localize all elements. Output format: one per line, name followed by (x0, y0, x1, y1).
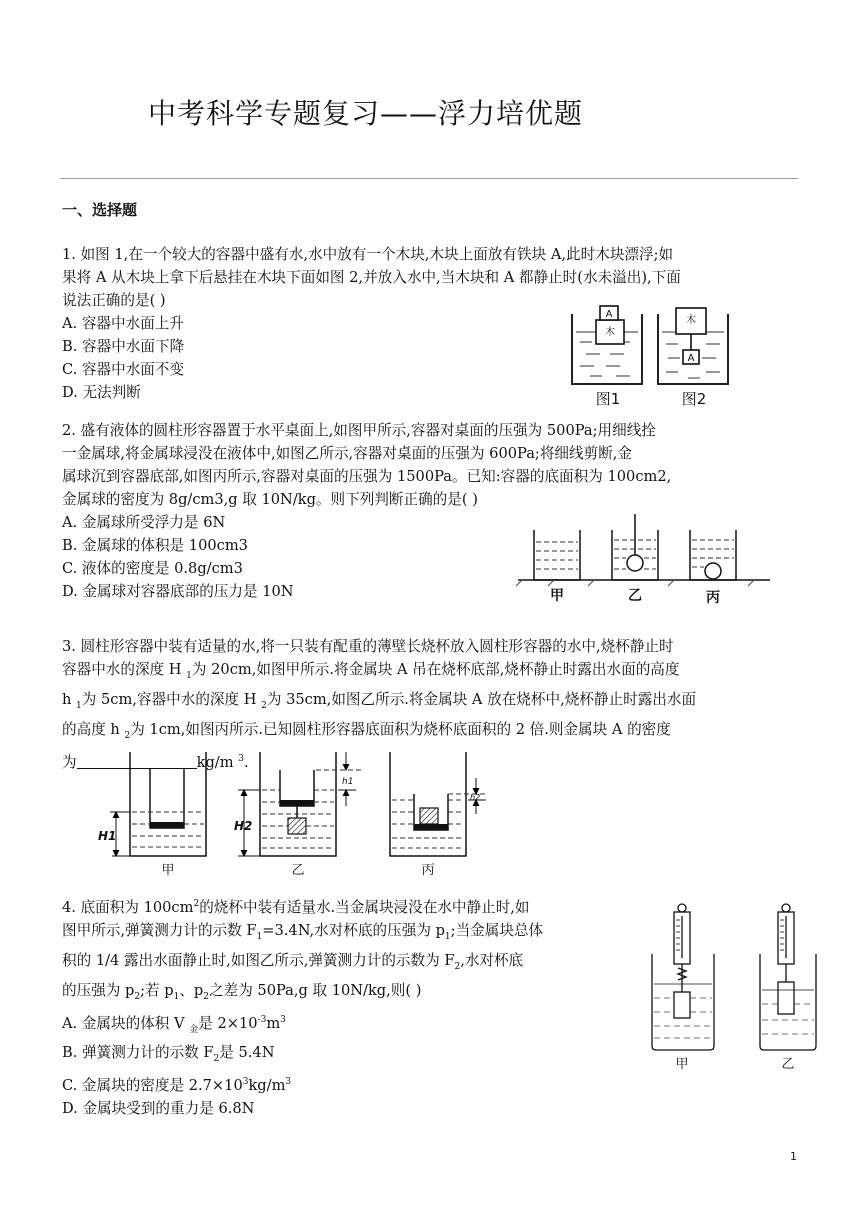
q3-line-5: 为 kg/m $^3$. (62, 753, 249, 771)
q1-line-2: 果将 A 从木块上拿下后悬挂在木块下面如图 2,并放入水中,当木块和 A 都静止时(水未溢出),下面 (62, 269, 681, 286)
q3-fig-label: 甲 (161, 863, 175, 878)
q1-option-c: C. 容器中水面不变 (62, 361, 185, 378)
q3-line-4: 的高度 h $_2$为 1cm,如图丙所示.已知圆柱形容器底面积为烧杯底面积的 2 倍.则金属块 A 的密度 (62, 720, 671, 741)
q2-option-b: B. 金属球的体积是 100cm3 (62, 537, 248, 554)
q2-option-d: D. 金属球对容器底部的压力是 10N (62, 583, 294, 600)
q2-line-1: 2. 盛有液体的圆柱形容器置于水平桌面上,如图甲所示,容器对桌面的压强为 500Pa;用细线拴 (62, 422, 656, 439)
q1-option-d: D. 无法判断 (62, 384, 141, 401)
q2-fig-label: 甲 (550, 588, 564, 604)
page-number: 1 (790, 1150, 797, 1163)
q3-line-3: h $_1$为 5cm,容器中水的深度 H $_2$为 35cm,如图乙所示.将金属块 A 放在烧杯中,烧杯静止时露出水面 (62, 690, 697, 711)
q2-line-2: 一金属球,将金属球浸没在液体中,如图乙所示,容器对桌面的压强为 600Pa;将细线剪断,金 (62, 445, 633, 462)
q1-line-1: 1. 如图 1,在一个较大的容器中盛有水,水中放有一个木块,木块上面放有铁块 A,此时木块漂浮;如 (62, 246, 674, 263)
header-divider (60, 178, 798, 179)
q2-fig-label: 乙 (628, 588, 642, 604)
q4-fig-label: 甲 (675, 1057, 689, 1072)
dim-label: H2 (234, 819, 253, 833)
dim-label: H1 (98, 829, 117, 843)
dim-label: h1 (342, 777, 354, 787)
question-4 (62, 893, 543, 1120)
q2-option-a: A. 金属球所受浮力是 6N (62, 514, 226, 531)
q4-option-a: A. 金属块的体积 V $_金$是 $2\times 10^{-3}m^3$ (62, 1014, 286, 1035)
page-title: 中考科学专题复习——浮力培优题 (148, 97, 584, 130)
q1-option-a: A. 容器中水面上升 (62, 315, 184, 332)
q1-option-b: B. 容器中水面下降 (62, 338, 185, 355)
q4-line-2: 图甲所示,弹簧测力计的示数 $F_1=3.4N$,水对杯底的压强为 $p_1$;当金属块总体 (62, 921, 544, 942)
section-heading: 一、选择题 (62, 201, 138, 219)
q4-line-4: 的压强为 $p_2$;若 $p_1$、$p_2$之差为 50Pa,g 取 10N/kg,则( ) (62, 981, 422, 1002)
q1-figure (566, 298, 752, 410)
q1-line-3: 说法正确的是( ) (62, 292, 166, 309)
q4-option-d: D. 金属块受到的重力是 6.8N (62, 1100, 255, 1118)
q1-fig-label: 图1 (595, 390, 621, 408)
q3-line-2: 容器中水的深度 H $_1$为 20cm,如图甲所示.将金属块 A 吊在烧杯底部,烧杯静止时露出水面的高度 (62, 661, 680, 681)
q1-block-label: A (605, 309, 613, 320)
q2-fig-label: 丙 (706, 590, 720, 606)
dim-label: h2 (470, 793, 481, 802)
q4-line-3: 积的 1/4 露出水面静止时,如图乙所示,弹簧测力计的示数为 $F_2$,水对杯底 (62, 951, 524, 972)
q1-fig-label: 图2 (681, 390, 707, 408)
q2-line-4: 金属球的密度为 8g/cm3,g 取 10N/kg。则下列判断正确的是( ) (62, 491, 478, 508)
q3-figure (94, 748, 514, 880)
q4-option-c: C. 金属块的密度是 $2.7\times 10^3kg/m^3$ (62, 1077, 292, 1095)
q2-figure (514, 510, 776, 606)
q4-option-b: B. 弹簧测力计的示数 $F_2$是 5.4N (62, 1044, 275, 1065)
q3-fig-label: 乙 (291, 863, 305, 878)
q1-block-label: A (687, 353, 695, 364)
q2-option-c: C. 液体的密度是 0.8g/cm3 (62, 560, 243, 577)
q4-line-1: 4. 底面积为 $100cm^2$的烧杯中装有适量水.当金属块浸没在水中静止时,如 (62, 898, 530, 916)
q4-figure (640, 898, 820, 1078)
q2-line-3: 属球沉到容器底部,如图丙所示,容器对桌面的压强为 1500Pa。已知:容器的底面积为 100cm2, (62, 468, 672, 485)
q1-block-label: 木 (605, 327, 615, 338)
q3-line-1: 3. 圆柱形容器中装有适量的水,将一只装有配重的薄壁长烧杯放入圆柱形容器的水中,烧杯静止时 (62, 638, 674, 655)
q1-block-label: 木 (686, 315, 696, 326)
q4-fig-label: 乙 (781, 1057, 795, 1072)
q3-fig-label: 丙 (421, 863, 435, 878)
